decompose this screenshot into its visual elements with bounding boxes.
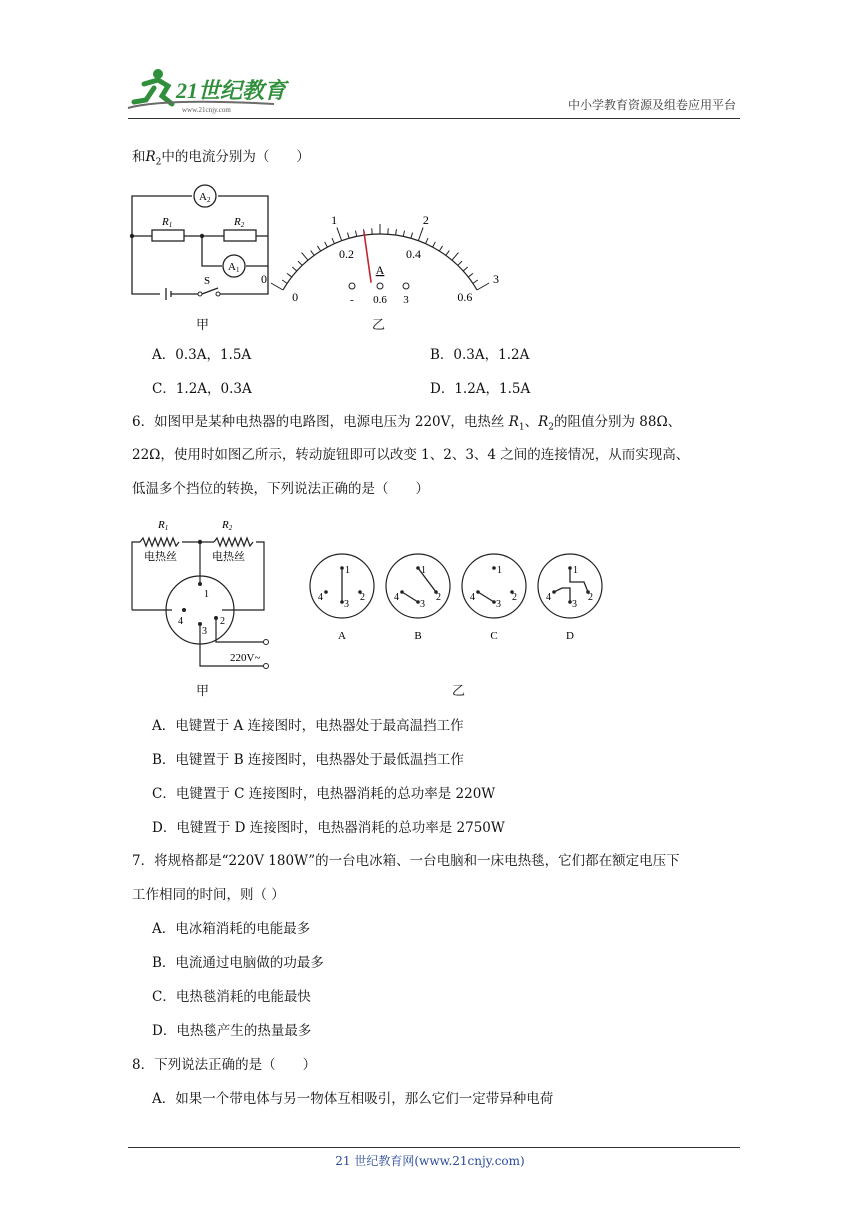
dial-tick: [396, 229, 397, 235]
svg-text:1: 1: [421, 565, 426, 576]
svg-text:4: 4: [470, 592, 475, 603]
svg-text:4: 4: [546, 592, 551, 603]
q6-fig-b-caption: 乙: [452, 684, 466, 699]
dial-tick: [302, 253, 308, 261]
runner-logo-icon: [124, 62, 294, 116]
q5-circuit-diagram: [126, 182, 276, 302]
dial-tick: [311, 251, 315, 256]
dial-tick: [292, 267, 296, 271]
dial-a: [310, 554, 374, 642]
dial-tick: [439, 246, 442, 251]
dial-bottom-tick-label: 0.6: [457, 290, 473, 304]
svg-text:1: 1: [573, 565, 578, 576]
dial-tick: [452, 253, 458, 261]
dial-tick: [418, 228, 423, 241]
dial-tick: [337, 228, 342, 241]
dial-tick: [287, 273, 292, 277]
terminal-label-3: 3: [403, 294, 409, 306]
q6-option-c[interactable]: C．电键置于 C 连接图时，电热器消耗的总功率是 220W: [152, 786, 496, 802]
svg-text:2: 2: [588, 592, 593, 603]
q5-fig-a-caption: 甲: [196, 318, 210, 333]
q6-stem-line2: 22Ω，使用时如图乙所示，转动旋钮即可以改变 1、2、3、4 之间的连接情况，从而实现高、: [132, 447, 690, 463]
dial-tick: [411, 233, 413, 239]
footer-divider: [128, 1147, 740, 1148]
node-3: 3: [202, 626, 207, 637]
dial-tick: [463, 267, 467, 271]
dial-top-tick-label: 2: [422, 213, 429, 228]
site-logo: [124, 62, 294, 116]
dial-tick: [473, 280, 478, 283]
terminal-negative: [349, 283, 355, 289]
ammeter-a2-label: A2: [199, 191, 211, 204]
terminal-label-0-6: 0.6: [373, 294, 387, 306]
terminal-3: [403, 283, 409, 289]
dial-bottom-tick-label: 0.4: [406, 246, 422, 261]
svg-text:2: 2: [436, 592, 441, 603]
q7-stem-line1: 7．将规格都是“220V 180W”的一台电冰箱、一台电脑和一床电热毯，它们都在额定电压下: [132, 853, 680, 869]
dial-tick: [426, 238, 428, 243]
dial-b-label: B: [414, 630, 422, 642]
dial-a-label: A: [338, 630, 346, 642]
voltage-label: 220V~: [230, 652, 261, 664]
dial-top-tick-label: 3: [493, 272, 500, 286]
dial-b: [386, 554, 450, 642]
svg-text:3: 3: [344, 599, 349, 610]
wire1-label: 电热丝: [144, 551, 177, 563]
dial-tick: [325, 242, 328, 247]
q6-r2-label: R2: [222, 519, 233, 532]
q7-option-b[interactable]: B．电流通过电脑做的功最多: [152, 955, 324, 971]
dial-tick: [347, 233, 349, 239]
dial-tick: [433, 242, 436, 247]
q7-stem-line2: 工作相同的时间，则（ ）: [132, 887, 285, 903]
logo-subtext: www.21cnjy.com: [182, 106, 231, 114]
dial-tick: [477, 283, 489, 290]
wire2-label: 电热丝: [212, 551, 245, 563]
dial-c: [462, 554, 526, 642]
node-1: 1: [204, 589, 209, 600]
node-2: 2: [220, 616, 225, 627]
dial-tick: [332, 238, 334, 243]
dial-tick: [403, 231, 404, 237]
dial-bottom-tick-label: 0.2: [338, 246, 354, 261]
q5-option-a[interactable]: A．0.3A，1.5A: [152, 347, 252, 363]
dial-bottom-tick-label: 0: [292, 290, 299, 304]
terminal-0-6: [377, 283, 383, 289]
dial-d: [538, 554, 602, 642]
dial-d-label: D: [566, 630, 574, 642]
dial-tick: [317, 246, 320, 251]
q8-option-a[interactable]: A．如果一个带电体与另一物体互相吸引，那么它们一定带异种电荷: [152, 1091, 554, 1107]
svg-text:4: 4: [318, 592, 323, 603]
q5-ammeter-dial: [260, 196, 500, 308]
q6-heater-circuit: [126, 514, 276, 680]
dial-top-tick-label: 1: [331, 213, 338, 228]
ammeter-unit: A: [375, 263, 385, 277]
q6-dial-diagrams: [304, 548, 604, 644]
q7-option-a[interactable]: A．电冰箱消耗的电能最多: [152, 921, 311, 937]
dial-tick: [458, 261, 462, 265]
q5-stem: 和$R_2$中的电流分别为（ ）: [132, 149, 310, 168]
svg-text:2: 2: [360, 592, 365, 603]
needle-pointer: [364, 231, 371, 282]
q6-fig-a-caption: 甲: [196, 684, 210, 699]
dial-tick: [282, 280, 287, 283]
q5-option-b[interactable]: B．0.3A，1.2A: [430, 347, 530, 363]
q6-stem-line3: 低温多个挡位的转换，下列说法正确的是（ ）: [132, 481, 429, 497]
node-4: 4: [178, 616, 183, 627]
svg-text:1: 1: [345, 565, 350, 576]
q6-stem-line1: 6．如图甲是某种电热器的电路图，电源电压为 220V，电热丝 $R_1$、$R_2$的阻值分别为 88Ω、: [132, 414, 682, 433]
q7-option-c[interactable]: C．电热毯消耗的电能最快: [152, 989, 311, 1005]
footer-text: 21 世纪教育网(www.21cnjy.com): [335, 1154, 525, 1168]
ammeter-a1-label: A1: [228, 261, 240, 274]
svg-text:3: 3: [572, 599, 577, 610]
q5-option-d[interactable]: D．1.2A，1.5A: [430, 381, 531, 397]
logo-text: 21世纪教育: [176, 78, 287, 103]
q6-r1-label: R1: [158, 519, 169, 532]
dial-top-tick-label: 0: [260, 272, 267, 286]
r2-label: R2: [234, 216, 245, 229]
dial-c-label: C: [490, 630, 498, 642]
q5-option-c[interactable]: C．1.2A，0.3A: [152, 381, 252, 397]
svg-text:2: 2: [512, 592, 517, 603]
terminal-label-neg: -: [350, 294, 354, 306]
svg-text:3: 3: [496, 599, 501, 610]
svg-text:1: 1: [497, 565, 502, 576]
q6-option-a[interactable]: A．电键置于 A 连接图时，电热器处于最高温挡工作: [152, 718, 464, 734]
svg-text:4: 4: [394, 592, 399, 603]
switch-label: S: [204, 275, 211, 287]
q5-fig-b-caption: 乙: [372, 318, 386, 333]
q6-option-d[interactable]: D．电键置于 D 连接图时，电热器消耗的总功率是 2750W: [152, 820, 505, 836]
q8-stem: 8．下列说法正确的是（ ）: [132, 1057, 317, 1073]
q6-option-b[interactable]: B．电键置于 B 连接图时，电热器处于最低温挡工作: [152, 752, 464, 768]
q7-option-d[interactable]: D．电热毯产生的热量最多: [152, 1023, 312, 1039]
platform-name: 中小学教育资源及组卷应用平台: [567, 98, 736, 112]
dial-tick: [355, 231, 356, 237]
dial-tick: [468, 273, 473, 277]
dial-tick: [446, 251, 450, 256]
dial-tick: [298, 261, 302, 265]
header-divider: [128, 118, 740, 119]
r1-label: R1: [162, 216, 173, 229]
svg-text:3: 3: [420, 599, 425, 610]
